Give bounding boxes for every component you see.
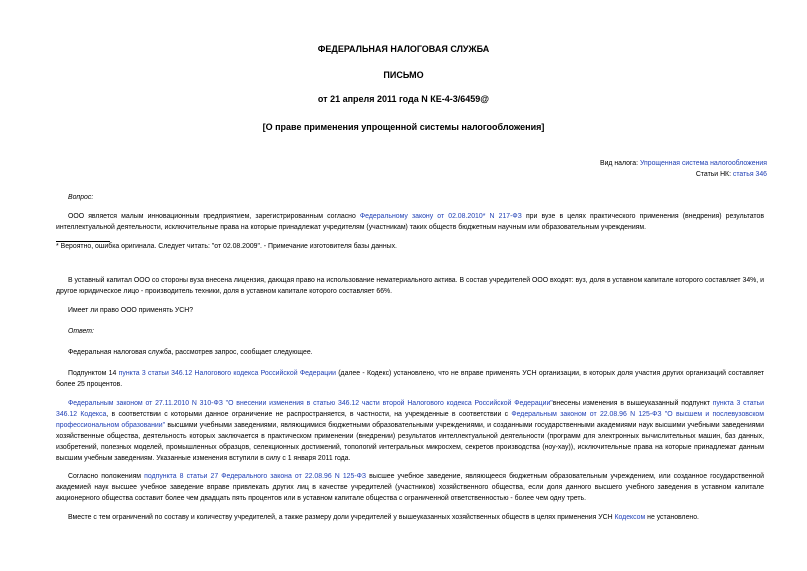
- nk-article-link[interactable]: статья 346: [732, 171, 767, 178]
- tax-code-346-12-link[interactable]: пункта 3 статьи 346.12 Налогового кодекса Российской Федерации: [118, 370, 336, 377]
- p1-text-a: ООО является малым инновационным предприятием, зарегистрированным согласно: [68, 213, 356, 220]
- p8-text-b: не установлено.: [647, 514, 699, 521]
- p7-text-b: высшее учебное заведение, являющееся бюджетным образовательным учреждением, или созданное государственной академией наук высшее учебное заведение вправе привлекать других лиц в качестве учредителей (участников) хозяйственного общества, если доля данного высшего учебного заведения в уставном капитале акционерного общества составит более чем двадцать пять процентов или в уставном капитале общества с ограниченной ответственностью - более чем одну треть.: [56, 473, 765, 502]
- p7-text-a: Согласно положениям: [68, 473, 142, 480]
- federal-law-310-link[interactable]: Федеральным законом от 27.11.2010 N 310-ФЗ "О внесении изменения в статью 346.12 части второй Налогового кодекса Российской Федерации": [68, 400, 553, 407]
- footnote-divider: [56, 241, 110, 242]
- footnote: * Вероятно, ошибка оригинала. Следует читать: "от 02.08.2009". - Примечание изготовителя базы данных.: [56, 243, 397, 250]
- nk-article-line: [696, 171, 767, 178]
- paragraph-question-usn: Имеет ли право ООО применять УСН?: [68, 307, 194, 314]
- code-link[interactable]: Кодексом: [614, 514, 646, 521]
- answer-label: Ответ:: [68, 328, 94, 335]
- p6-text-b: , в соответствии с которыми данное ограничение не распространяется, в частности, на учрежденные в соответствии с: [106, 411, 509, 418]
- doc-type-heading: ПИСЬМО: [383, 70, 424, 80]
- paragraph-conclusion: [56, 512, 764, 523]
- tax-type-label: Вид налога:: [599, 160, 639, 167]
- subject-heading: [О праве применения упрощенной системы налогообложения]: [262, 122, 545, 132]
- p8-text-a: Вместе с тем ограничений по составу и количеству учредителей, а также размеру доли учредителей у вышеуказанных хозяйственных обществ в целях применения УСН: [68, 514, 613, 521]
- paragraph-law-310: [56, 398, 764, 464]
- p1-text-b: при вузе в целях практического применения (внедрения) результатов интеллектуальной деятельности, исключительные права на которые принадлежат учредителям (участникам) таких обществ бюджетным научным или образовательным учреждениям.: [56, 213, 764, 231]
- p6-text-a: внесены изменения в вышеуказанный подпункт: [552, 400, 710, 407]
- paragraph-article-27: [56, 471, 764, 504]
- code-346-12-link[interactable]: пункта 3 статьи 346.12 Кодекса: [56, 400, 764, 418]
- federal-law-217-link[interactable]: Федеральному закону от 02.08.2010* N 217-ФЗ: [359, 213, 522, 220]
- federal-law-125-link[interactable]: Федеральным законом от 22.08.96 N 125-ФЗ "О высшем и послевузовском профессиональном образовании": [56, 411, 764, 429]
- tax-type-line: [600, 160, 767, 167]
- p5-text-a: Подпунктом 14: [68, 370, 117, 377]
- p6-text-c: высшими учебными заведениями, являющимися бюджетными образовательными учреждениями, и созданными государственными академиями наук высшими учебными заведениями хозяйственные общества, деятельность которых заключается в практическом применении (внедрении) результатов интеллектуальной деятельности (программ для электронных вычислительных машин, баз данных, изобретений, полезных моделей, промышленных образцов, селекционных достижений, топологий интегральных микросхем, секретов производства (ноу-хау)), исключительные права на которые принадлежат данным высшим учебным заведениям. Указанные изменения вступили в силу с 1 января 2011 года.: [56, 422, 764, 462]
- date-number-heading: от 21 апреля 2011 года N КЕ-4-3/6459@: [317, 94, 490, 104]
- p5-text-b: (далее - Кодекс) установлено, что не вправе применять УСН организации, в которых доля участия других организаций составляет более 25 процентов.: [56, 370, 764, 388]
- paragraph-question: [56, 211, 764, 233]
- paragraph-subclause-14: [56, 368, 764, 390]
- paragraph-capital: В уставный капитал ООО со стороны вуза внесена лицензия, дающая право на использование нематериального актива. В состав учредителей ООО входят: вуз, доля в уставном капитале которого составляет 34%, и другое юридическое лицо - производитель техники, доля в уставном капитале которого составляет 66%.: [56, 277, 764, 295]
- tax-type-link[interactable]: Упрощенная система налогообложения: [639, 160, 767, 167]
- article-27-law-125-link[interactable]: подпункта 8 статьи 27 Федерального закона от 22.08.96 N 125-ФЗ: [144, 473, 367, 480]
- nk-article-label: Статьи НК:: [695, 171, 731, 178]
- question-label: Вопрос:: [68, 194, 94, 201]
- paragraph-fns-reply: Федеральная налоговая служба, рассмотрев запрос, сообщает следующее.: [68, 349, 313, 356]
- agency-heading: ФЕДЕРАЛЬНАЯ НАЛОГОВАЯ СЛУЖБА: [317, 44, 490, 54]
